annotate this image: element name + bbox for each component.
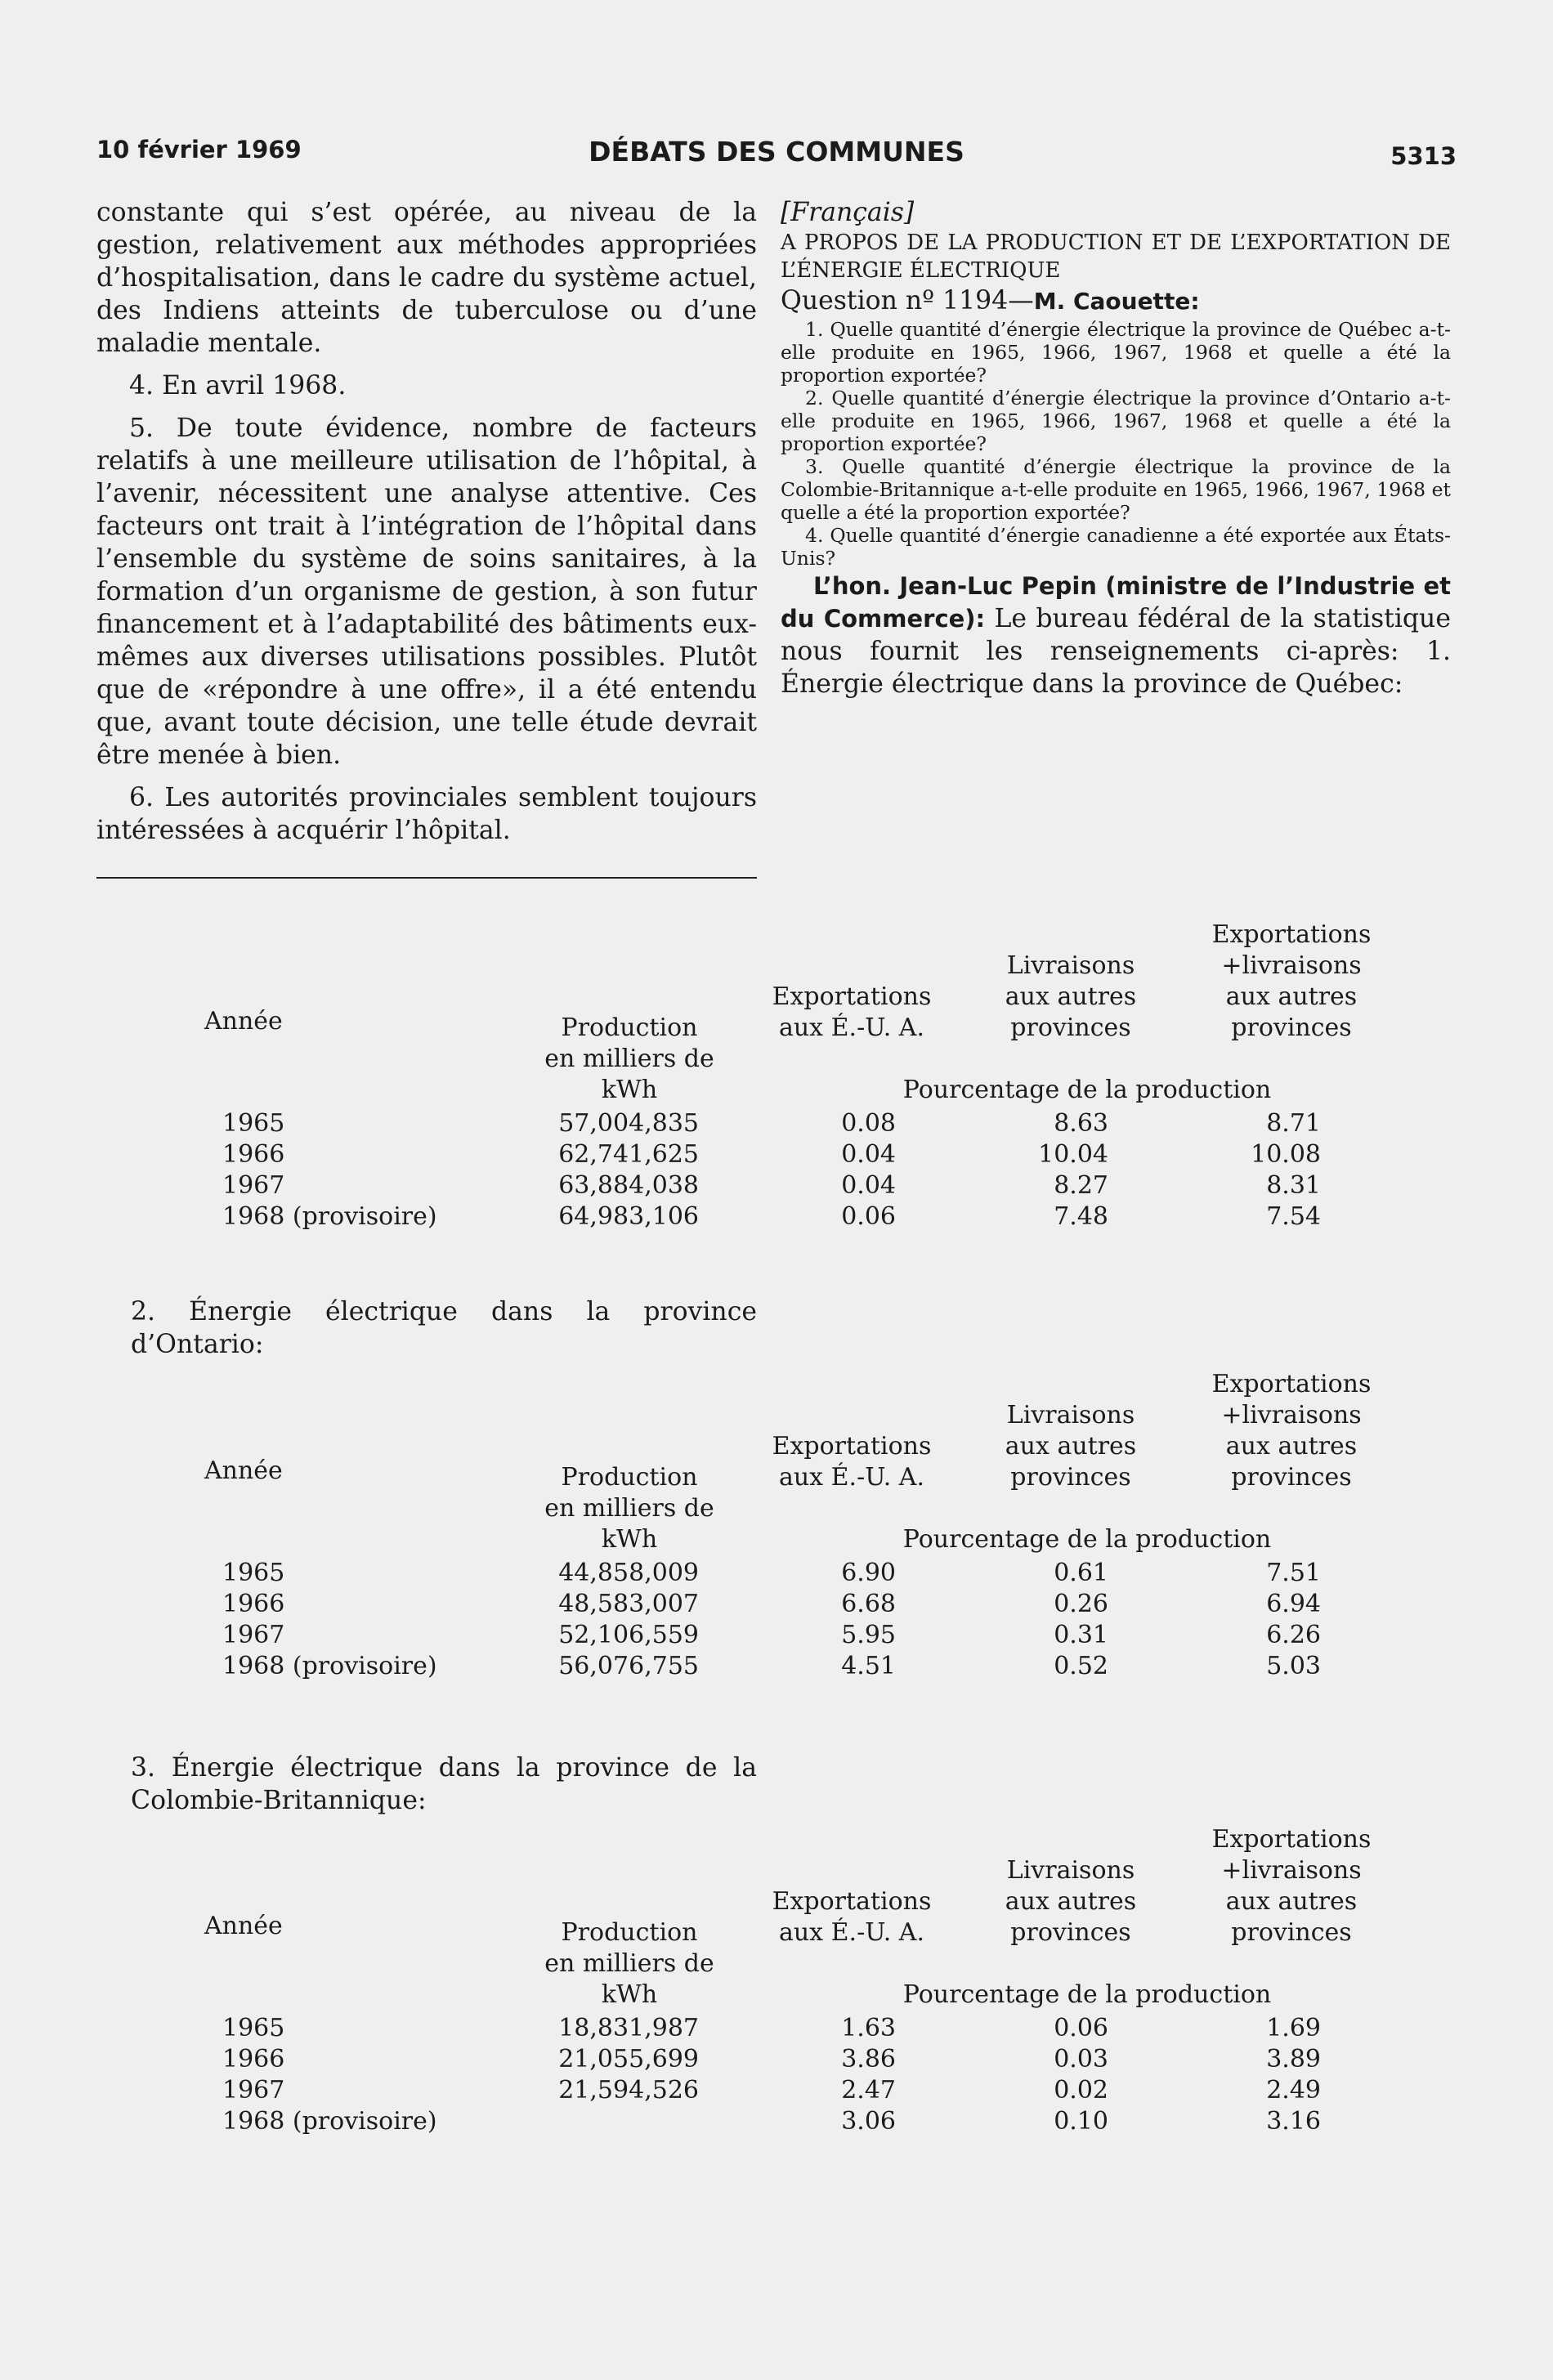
col-header-production: en milliers de xyxy=(544,1949,714,1978)
year-cell: 1968 (provisoire) xyxy=(222,1652,437,1680)
year-cell: 1966 xyxy=(222,2045,285,2074)
total-cell: 3.89 xyxy=(1266,2045,1321,2074)
col-header-production: Production xyxy=(561,1013,698,1042)
total-cell: 1.69 xyxy=(1266,2014,1321,2042)
deliveries-cell: 10.04 xyxy=(1038,1140,1108,1169)
col-header-production: kWh xyxy=(601,1076,658,1104)
col-header-deliveries: Livraisons xyxy=(1006,951,1135,980)
col-header-percentage: Pourcentage de la production xyxy=(902,1980,1272,2009)
col-header-deliveries: aux autres xyxy=(1005,1432,1137,1461)
exports-cell: 5.95 xyxy=(841,1621,896,1649)
deliveries-cell: 0.52 xyxy=(1054,1652,1108,1680)
exports-cell: 3.86 xyxy=(841,2045,896,2074)
production-cell: 44,858,009 xyxy=(558,1559,699,1587)
year-cell: 1967 xyxy=(222,2076,285,2105)
production-cell: 52,106,559 xyxy=(558,1621,699,1649)
col-header-deliveries: aux autres xyxy=(1005,1887,1137,1916)
language-marker: [Français] xyxy=(781,198,915,227)
sub-question: 3. Quelle quantité d’énergie électrique la province de la Colombie-Britannique a-t-elle produite en 1965, 1966, 1967, 1968 et quelle a été la proportion exportée? xyxy=(781,455,1451,524)
total-cell: 6.26 xyxy=(1266,1621,1321,1649)
production-cell: 64,983,106 xyxy=(558,1202,699,1231)
col-header-deliveries: provinces xyxy=(1010,1013,1131,1042)
col-header-exports: aux É.-U. A. xyxy=(778,1463,925,1492)
deliveries-cell: 0.03 xyxy=(1054,2045,1108,2074)
production-cell: 63,884,038 xyxy=(558,1171,699,1200)
col-header-production: Production xyxy=(561,1463,698,1492)
paragraph: constante qui s’est opérée, au niveau de la gestion, relativement aux méthodes appropriées d’hospitalisation, dans le cadre du système actuel, des Indiens atteints de tuberculose ou d’une maladie mentale. xyxy=(96,198,757,358)
production-cell: 48,583,007 xyxy=(558,1590,699,1618)
col-header-deliveries: provinces xyxy=(1010,1918,1131,1947)
year-cell: 1965 xyxy=(222,1109,285,1138)
answer xyxy=(781,570,1451,700)
col-header-total: Exportations xyxy=(1211,1370,1372,1398)
deliveries-cell: 0.06 xyxy=(1054,2014,1108,2042)
year-cell: 1967 xyxy=(222,1621,285,1649)
year-cell: 1966 xyxy=(222,1140,285,1169)
col-header-year: Année xyxy=(204,1912,283,1940)
deliveries-cell: 0.61 xyxy=(1054,1559,1108,1587)
col-header-total: +livraisons xyxy=(1221,1401,1362,1429)
year-cell: 1967 xyxy=(222,1171,285,1200)
col-header-total: provinces xyxy=(1231,1013,1352,1042)
production-cell: 21,055,699 xyxy=(558,2045,699,2074)
total-cell: 5.03 xyxy=(1266,1652,1321,1680)
exports-cell: 6.68 xyxy=(841,1590,896,1618)
col-header-deliveries: Livraisons xyxy=(1006,1856,1135,1885)
col-header-exports: Exportations xyxy=(772,982,932,1011)
col-header-deliveries: Livraisons xyxy=(1006,1401,1135,1429)
col-header-total: aux autres xyxy=(1225,982,1358,1011)
header-title: DÉBATS DES COMMUNES xyxy=(589,136,964,168)
header-date: 10 février 1969 xyxy=(96,136,302,163)
section-title: A PROPOS DE LA PRODUCTION ET DE L’EXPORTATION DE L’ÉNERGIE ÉLECTRIQUE xyxy=(781,230,1451,283)
production-cell: 57,004,835 xyxy=(558,1109,699,1138)
paragraph: 5. De toute évidence, nombre de facteurs relatifs à une meilleure utilisation de l’hôpital, à l’avenir, nécessitent une analyse attentive. Ces facteurs ont trait à l’intégration de l’hôpital dans l’ensemble du système de soins sanitaires, à la formation d’un organisme de gestion, à son futur financement et à l’adaptabilité des bâtiments eux-mêmes aux diverses utilisations possibles. Plutôt que de «répondre à une offre», il a été entendu que, avant toute décision, une telle étude devrait être menée à bien. xyxy=(96,414,757,770)
deliveries-cell: 8.27 xyxy=(1054,1171,1108,1200)
exports-cell: 0.04 xyxy=(841,1140,896,1169)
divider xyxy=(96,877,757,879)
section-caption: 2. Énergie électrique dans la province d’Ontario: xyxy=(131,1297,757,1359)
total-cell: 2.49 xyxy=(1266,2076,1321,2105)
col-header-production: en milliers de xyxy=(544,1494,714,1523)
section-caption: 3. Énergie électrique dans la province de la Colombie-Britannique: xyxy=(131,1753,757,1815)
sub-question: 1. Quelle quantité d’énergie électrique la province de Québec a-t-elle produite en 1965, 1966, 1967, 1968 et quelle a été la proportion exportée? xyxy=(781,318,1451,387)
col-header-production: en milliers de xyxy=(544,1045,714,1073)
year-cell: 1965 xyxy=(222,1559,285,1587)
total-cell: 8.31 xyxy=(1266,1171,1321,1200)
exports-cell: 2.47 xyxy=(841,2076,896,2105)
deliveries-cell: 0.31 xyxy=(1054,1621,1108,1649)
paragraph: 4. En avril 1968. xyxy=(129,371,347,400)
col-header-production: Production xyxy=(561,1918,698,1947)
exports-cell: 0.06 xyxy=(841,1202,896,1231)
col-header-exports: aux É.-U. A. xyxy=(778,1013,925,1042)
deliveries-cell: 0.26 xyxy=(1054,1590,1108,1618)
deliveries-cell: 0.02 xyxy=(1054,2076,1108,2105)
col-header-exports: aux É.-U. A. xyxy=(778,1918,925,1947)
production-cell: 21,594,526 xyxy=(558,2076,699,2105)
paragraph: 6. Les autorités provinciales semblent toujours intéressées à acquérir l’hôpital. xyxy=(96,783,757,845)
col-header-deliveries: provinces xyxy=(1010,1463,1131,1492)
col-header-percentage: Pourcentage de la production xyxy=(902,1525,1272,1554)
answer-text: Le bureau fédéral de la statistique nous fournit les renseignements ci-après: 1. Énergie électrique dans la province de Québec: xyxy=(781,604,1451,699)
question-heading xyxy=(781,284,1451,318)
production-cell: 62,741,625 xyxy=(558,1140,699,1169)
answer-speaker: L’hon. Jean-Luc Pepin (ministre de l’Industrie et du Commerce): xyxy=(781,572,1451,633)
col-header-deliveries: aux autres xyxy=(1005,982,1137,1011)
question-author: M. Caouette: xyxy=(1033,288,1200,315)
col-header-total: aux autres xyxy=(1225,1887,1358,1916)
exports-cell: 0.04 xyxy=(841,1171,896,1200)
page-header xyxy=(96,136,1457,177)
col-header-total: aux autres xyxy=(1225,1432,1358,1461)
exports-cell: 6.90 xyxy=(841,1559,896,1587)
right-column xyxy=(781,196,1451,700)
total-cell: 7.51 xyxy=(1266,1559,1321,1587)
exports-cell: 4.51 xyxy=(841,1652,896,1680)
exports-cell: 0.08 xyxy=(841,1109,896,1138)
production-cell: 56,076,755 xyxy=(558,1652,699,1680)
col-header-total: Exportations xyxy=(1211,1825,1372,1854)
col-header-total: provinces xyxy=(1231,1918,1352,1947)
total-cell: 8.71 xyxy=(1266,1109,1321,1138)
question-number: Question nº 1194— xyxy=(781,286,1034,315)
exports-cell: 1.63 xyxy=(841,2014,896,2042)
year-cell: 1965 xyxy=(222,2014,285,2042)
total-cell: 7.54 xyxy=(1266,1202,1321,1231)
year-cell: 1968 (provisoire) xyxy=(222,2107,437,2136)
col-header-total: +livraisons xyxy=(1221,951,1362,980)
sub-question: 2. Quelle quantité d’énergie électrique la province d’Ontario a-t-elle produite en 1965, 1966, 1967, 1968 et quelle a été la proportion exportée? xyxy=(781,387,1451,455)
col-header-year: Année xyxy=(204,1007,283,1036)
total-cell: 10.08 xyxy=(1251,1140,1321,1169)
col-header-total: +livraisons xyxy=(1221,1856,1362,1885)
col-header-total: Exportations xyxy=(1211,920,1372,949)
production-cell: 18,831,987 xyxy=(558,2014,699,2042)
page-number: 5313 xyxy=(1390,142,1457,170)
col-header-production: kWh xyxy=(601,1980,658,2009)
total-cell: 6.94 xyxy=(1266,1590,1321,1618)
col-header-exports: Exportations xyxy=(772,1432,932,1461)
year-cell: 1966 xyxy=(222,1590,285,1618)
col-header-exports: Exportations xyxy=(772,1887,932,1916)
total-cell: 3.16 xyxy=(1266,2107,1321,2136)
col-header-total: provinces xyxy=(1231,1463,1352,1492)
col-header-year: Année xyxy=(204,1456,283,1485)
sub-question: 4. Quelle quantité d’énergie canadienne a été exportée aux États-Unis? xyxy=(781,524,1451,570)
exports-cell: 3.06 xyxy=(841,2107,896,2136)
year-cell: 1968 (provisoire) xyxy=(222,1202,437,1231)
deliveries-cell: 7.48 xyxy=(1054,1202,1108,1231)
deliveries-cell: 0.10 xyxy=(1054,2107,1108,2136)
left-column xyxy=(96,196,757,847)
col-header-production: kWh xyxy=(601,1525,658,1554)
col-header-percentage: Pourcentage de la production xyxy=(902,1076,1272,1104)
deliveries-cell: 8.63 xyxy=(1054,1109,1108,1138)
